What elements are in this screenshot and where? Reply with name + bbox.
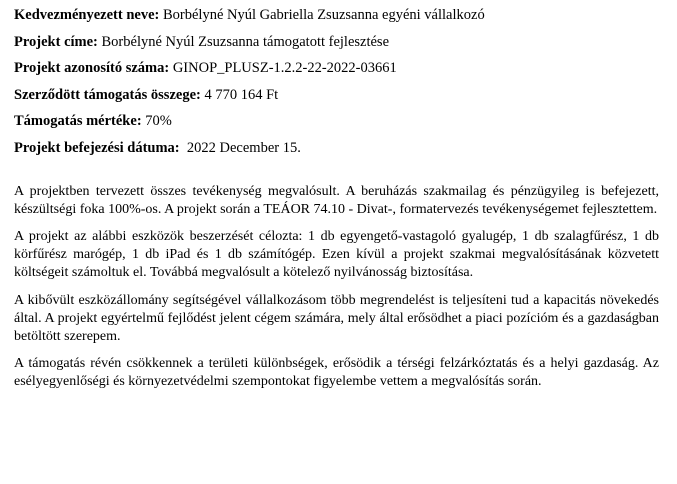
project-id-row: Projekt azonosító száma: GINOP_PLUSZ-1.2.2-22-2022-03661 xyxy=(14,60,397,77)
completion-date-label: Projekt befejezési dátuma xyxy=(14,139,175,156)
support-rate-value: 70% xyxy=(145,113,172,130)
project-title-label: Projekt címe xyxy=(14,33,94,50)
project-title-row: Projekt címe: Borbélyné Nyúl Zsuzsanna támogatott fejlesztése xyxy=(14,33,390,50)
grant-amount-value: 4 770 164 Ft xyxy=(204,86,279,103)
project-title-value: Borbélyné Nyúl Zsuzsanna támogatott fejlesztése xyxy=(101,33,390,50)
beneficiary-name-value: Borbélyné Nyúl Gabriella Zsuzsanna egyéni vállalkozó xyxy=(162,7,485,23)
paragraph-equipment: A projekt az alábbi eszközök beszerzését célozta: 1 db egyengető-vastagoló gyalugép, 1 db szalagfűrész, 1 db körfűrész marógép, 1 db iPad és 1 db számítógép. Ezen kívül a projekt szakmai megvalósításának közvetett költségeit számoltuk el. Továbbá megvalósult a kötelező nyilvánosság biztosítása. xyxy=(14,229,659,281)
project-id-value: GINOP_PLUSZ-1.2.2-22-2022-03661 xyxy=(172,60,397,77)
project-details xyxy=(14,6,663,157)
beneficiary-name-row: Kedvezményezett neve: Borbélyné Nyúl Gabriella Zsuzsanna egyéni vállalkozó xyxy=(14,7,485,23)
paragraph-capacity: A kibővült eszközállomány segítségével vállalkozásom több megrendelést is teljesíteni tud a kapacitás növekedés által. A projekt egyértelmű fejlődést jelent cégem számára, mely által erősödhet a piaci pozícióm és a gazdaságban betöltött szerepem. xyxy=(14,292,659,344)
grant-amount-label: Szerződött támogatás összege xyxy=(14,86,197,103)
paragraph-activities: A projektben tervezett összes tevékenység megvalósult. A beruházás szakmailag és pénzügyileg is befejezett, készültségi foka 100%-os. A projekt során a TEÁOR 74.10 - Divat-, formatervezés tevékenységemet fejlesztettem. xyxy=(14,183,659,217)
support-rate-label: Támogatás mértéke xyxy=(14,113,137,130)
completion-date-value: 2022 December 15. xyxy=(183,139,301,156)
completion-date-row: Projekt befejezési dátuma: 2022 December 15. xyxy=(14,139,301,156)
support-rate-row: Támogatás mértéke: 70% xyxy=(14,113,172,130)
beneficiary-name-label: Kedvezményezett neve xyxy=(14,7,155,23)
paragraph-regional-impact: A támogatás révén csökkennek a területi különbségek, erősödik a térségi felzárkóztatás és a helyi gazdaság. Az esélyegyenlőségi és környezetvédelmi szempontokat figyelembe vettem a megvalósítás során. xyxy=(14,356,659,390)
project-description xyxy=(14,183,663,392)
grant-amount-row: Szerződött támogatás összege: 4 770 164 Ft xyxy=(14,86,279,103)
project-id-label: Projekt azonosító száma xyxy=(14,60,165,77)
